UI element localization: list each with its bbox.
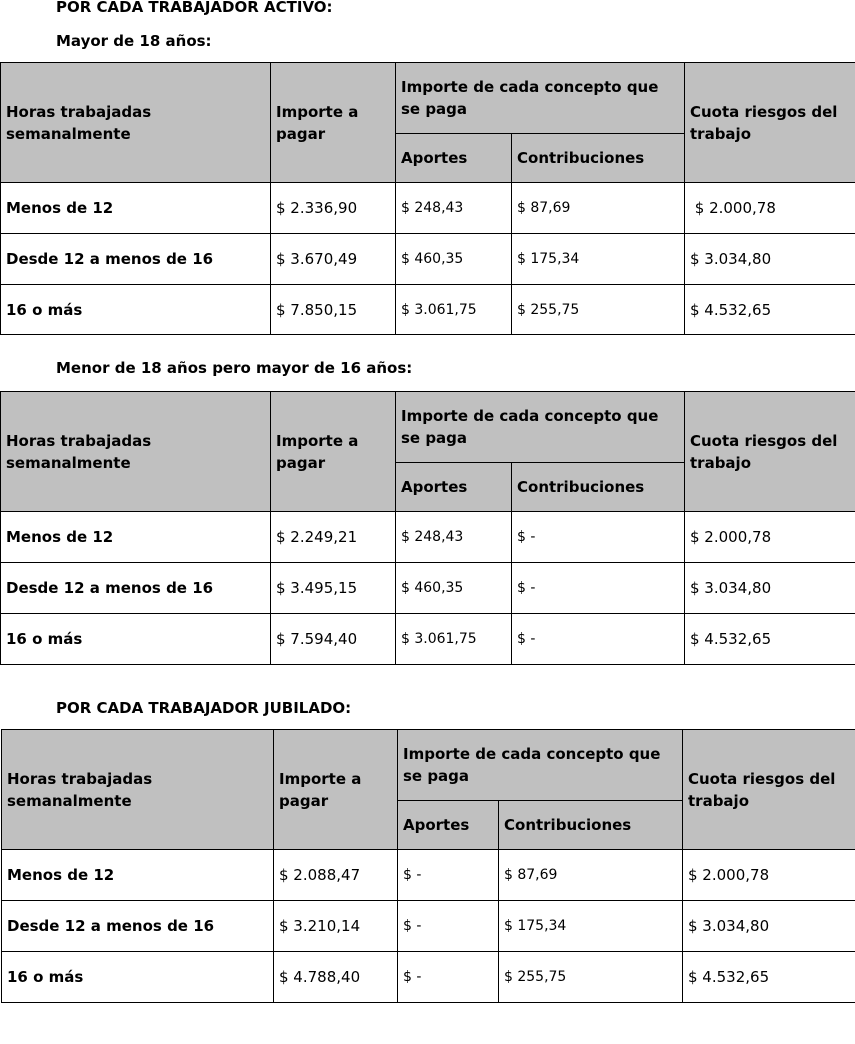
cell-horas: 16 o más bbox=[2, 952, 274, 1003]
header-cuota: Cuota riesgos del trabajo bbox=[685, 392, 855, 512]
table-row bbox=[1, 563, 855, 614]
cell-aportes: $ - bbox=[398, 850, 499, 901]
cell-cuota: $ 2.000,78 bbox=[683, 850, 855, 901]
cell-horas: Desde 12 a menos de 16 bbox=[1, 234, 271, 285]
cell-contribuciones: $ - bbox=[512, 614, 685, 665]
table-mayor-18 bbox=[0, 62, 855, 335]
cell-aportes: $ 460,35 bbox=[396, 234, 512, 285]
cell-horas: Menos de 12 bbox=[2, 850, 274, 901]
cell-aportes: $ - bbox=[398, 901, 499, 952]
section-title-jubilado: POR CADA TRABAJADOR JUBILADO: bbox=[56, 699, 352, 717]
table-row bbox=[2, 901, 855, 952]
header-importe: Importe a pagar bbox=[271, 63, 396, 183]
cell-aportes: $ - bbox=[398, 952, 499, 1003]
cell-importe: $ 3.495,15 bbox=[271, 563, 396, 614]
header-contribuciones: Contribuciones bbox=[499, 801, 683, 850]
cell-cuota: $ 4.532,65 bbox=[683, 952, 855, 1003]
cell-horas: Menos de 12 bbox=[1, 512, 271, 563]
cell-horas: 16 o más bbox=[1, 285, 271, 335]
header-aportes: Aportes bbox=[396, 134, 512, 183]
table-row bbox=[1, 614, 855, 665]
cell-horas: Desde 12 a menos de 16 bbox=[1, 563, 271, 614]
cell-cuota: $ 2.000,78 bbox=[685, 512, 855, 563]
cell-contribuciones: $ 175,34 bbox=[512, 234, 685, 285]
header-horas: Horas trabajadas semanalmente bbox=[1, 392, 271, 512]
cell-cuota: $ 2.000,78 bbox=[685, 183, 855, 234]
table-row bbox=[2, 850, 855, 901]
header-concepto: Importe de cada concepto que se paga bbox=[396, 392, 685, 463]
header-horas: Horas trabajadas semanalmente bbox=[1, 63, 271, 183]
cell-importe: $ 7.850,15 bbox=[271, 285, 396, 335]
cell-cuota: $ 4.532,65 bbox=[685, 614, 855, 665]
cell-aportes: $ 3.061,75 bbox=[396, 285, 512, 335]
cell-aportes: $ 3.061,75 bbox=[396, 614, 512, 665]
cell-importe: $ 2.249,21 bbox=[271, 512, 396, 563]
cell-cuota: $ 3.034,80 bbox=[685, 234, 855, 285]
subsection-title-menor-18: Menor de 18 años pero mayor de 16 años: bbox=[56, 359, 413, 377]
cell-horas: Menos de 12 bbox=[1, 183, 271, 234]
cell-aportes: $ 248,43 bbox=[396, 512, 512, 563]
header-aportes: Aportes bbox=[396, 463, 512, 512]
cell-importe: $ 4.788,40 bbox=[274, 952, 398, 1003]
cell-contribuciones: $ 255,75 bbox=[512, 285, 685, 335]
header-cuota: Cuota riesgos del trabajo bbox=[683, 730, 855, 850]
cell-contribuciones: $ 87,69 bbox=[499, 850, 683, 901]
header-contribuciones: Contribuciones bbox=[512, 134, 685, 183]
cell-cuota: $ 4.532,65 bbox=[685, 285, 855, 335]
cell-horas: Desde 12 a menos de 16 bbox=[2, 901, 274, 952]
table-row bbox=[2, 952, 855, 1003]
cell-horas: 16 o más bbox=[1, 614, 271, 665]
cell-importe: $ 3.670,49 bbox=[271, 234, 396, 285]
cell-contribuciones: $ - bbox=[512, 512, 685, 563]
cell-importe: $ 2.336,90 bbox=[271, 183, 396, 234]
header-contribuciones: Contribuciones bbox=[512, 463, 685, 512]
table-jubilado bbox=[1, 729, 855, 1003]
section-title-activo: POR CADA TRABAJADOR ACTIVO: bbox=[56, 0, 333, 16]
cell-importe: $ 7.594,40 bbox=[271, 614, 396, 665]
cell-importe: $ 3.210,14 bbox=[274, 901, 398, 952]
cell-contribuciones: $ 87,69 bbox=[512, 183, 685, 234]
cell-contribuciones: $ 175,34 bbox=[499, 901, 683, 952]
cell-contribuciones: $ 255,75 bbox=[499, 952, 683, 1003]
table-row bbox=[1, 512, 855, 563]
table-menor-18 bbox=[0, 391, 855, 665]
cell-contribuciones: $ - bbox=[512, 563, 685, 614]
cell-cuota: $ 3.034,80 bbox=[683, 901, 855, 952]
header-cuota: Cuota riesgos del trabajo bbox=[685, 63, 855, 183]
header-concepto: Importe de cada concepto que se paga bbox=[398, 730, 683, 801]
cell-aportes: $ 460,35 bbox=[396, 563, 512, 614]
cell-aportes: $ 248,43 bbox=[396, 183, 512, 234]
table-row bbox=[1, 285, 855, 335]
header-importe: Importe a pagar bbox=[271, 392, 396, 512]
cell-cuota: $ 3.034,80 bbox=[685, 563, 855, 614]
header-concepto: Importe de cada concepto que se paga bbox=[396, 63, 685, 134]
header-aportes: Aportes bbox=[398, 801, 499, 850]
subsection-title-mayor-18: Mayor de 18 años: bbox=[56, 32, 212, 50]
header-horas: Horas trabajadas semanalmente bbox=[2, 730, 274, 850]
header-importe: Importe a pagar bbox=[274, 730, 398, 850]
table-row bbox=[1, 234, 855, 285]
cell-importe: $ 2.088,47 bbox=[274, 850, 398, 901]
table-row bbox=[1, 183, 855, 234]
